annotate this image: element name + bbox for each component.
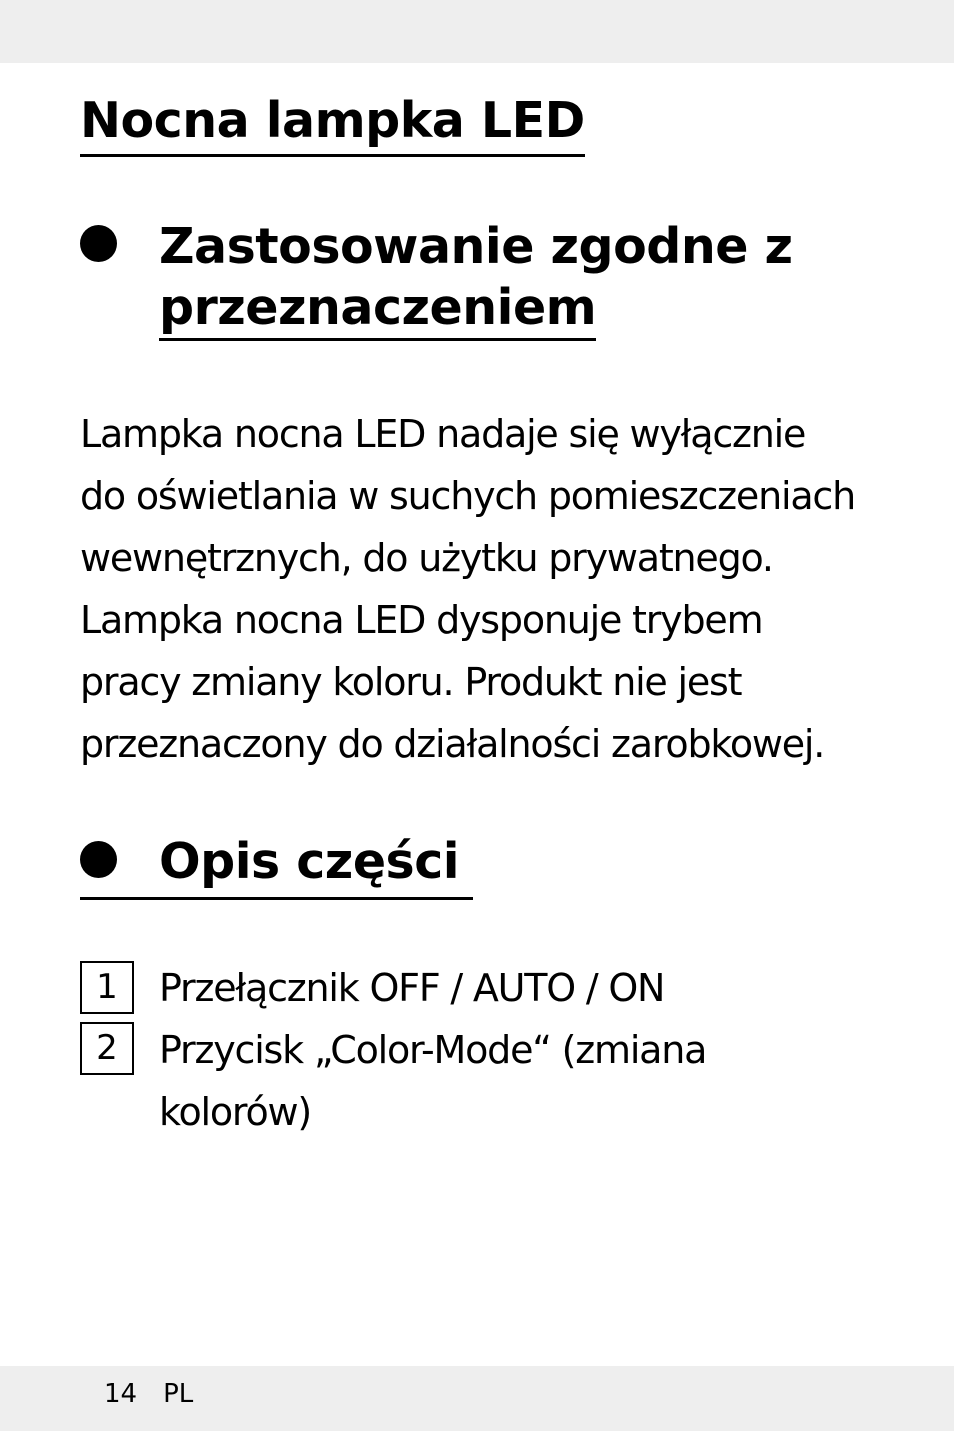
part-label: Przełącznik OFF / AUTO / ON [159, 966, 665, 1010]
heading-line: Zastosowanie zgodne z [159, 218, 793, 275]
section-heading-parts: Opis części [159, 833, 460, 890]
part-label-line: kolorów) [159, 1090, 312, 1134]
part-label [159, 1019, 706, 1143]
document-title: Nocna lampka LED [80, 88, 585, 157]
top-margin-band [0, 0, 954, 63]
paragraph-line: Lampka nocna LED nadaje się wyłącznie [80, 412, 806, 456]
heading-line: przeznaczeniem [159, 277, 596, 341]
section-heading-intended-use [159, 216, 919, 341]
intended-use-paragraph [80, 403, 900, 775]
page-footer [104, 1377, 193, 1411]
page-number: 14 [104, 1379, 138, 1409]
part-number-box: 1 [80, 961, 134, 1014]
language-code: PL [163, 1379, 194, 1409]
paragraph-line: przeznaczony do działalności zarobkowej. [80, 722, 825, 766]
bullet-icon [80, 841, 117, 878]
paragraph-line: do oświetlania w suchych pomieszczeniach [80, 474, 856, 518]
heading-underline [80, 897, 473, 900]
paragraph-line: wewnętrznych, do użytku prywatnego. [80, 536, 773, 580]
part-number-box: 2 [80, 1022, 134, 1075]
paragraph-line: pracy zmiany koloru. Produkt nie jest [80, 660, 742, 704]
paragraph-line: Lampka nocna LED dysponuje trybem [80, 598, 763, 642]
bullet-icon [80, 225, 117, 262]
part-label-line: Przycisk „Color-Mode“ (zmiana [159, 1028, 707, 1072]
